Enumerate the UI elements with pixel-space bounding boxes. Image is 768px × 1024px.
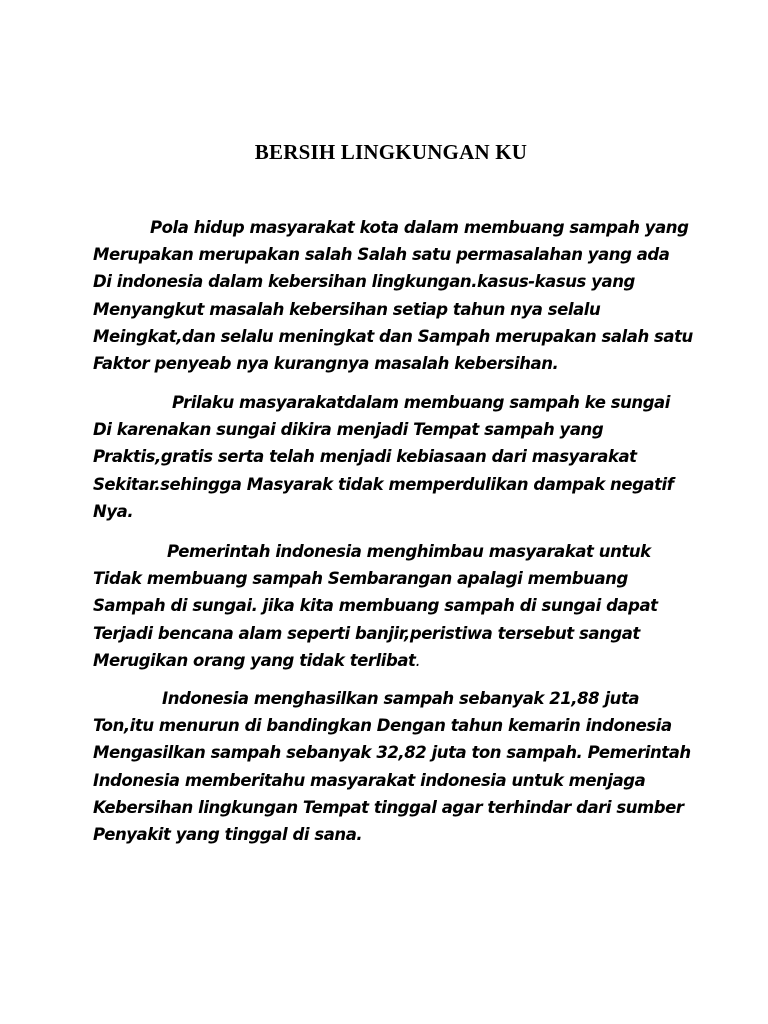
text-line: Praktis,gratis serta telah menjadi kebiasaan dari masyarakat — [93, 447, 637, 467]
text-line: Di karenakan sungai dikira menjadi Tempat sampah yang — [93, 420, 604, 440]
text-line-content: Merugikan orang yang tidak terlibat — [93, 650, 416, 670]
text-line: Indonesia menghasilkan sampah sebanyak 21,88 juta — [162, 689, 640, 708]
text-line: Sampah di sungai. jika kita membuang sampah di sungai dapat — [93, 596, 658, 616]
document-title: BERSIH LINGKUNGAN KU — [254, 140, 528, 164]
trailing-period: . — [415, 650, 421, 670]
text-line: Faktor penyeab nya kurangnya masalah kebersihan. — [93, 354, 559, 374]
text-line: Sekitar.sehingga Masyarak tidak memperdulikan dampak negatif — [93, 474, 674, 494]
paragraph-text — [93, 538, 713, 674]
paragraph-2 — [93, 389, 713, 525]
text-line: Kebersihan lingkungan Tempat tinggal agar terhindar dari sumber — [93, 797, 684, 817]
text-line: Pemerintah indonesia menghimbau masyarakat untuk — [167, 542, 651, 561]
text-line: Terjadi bencana alam seperti banjir,peristiwa tersebut sangat — [93, 623, 640, 643]
paragraph-1 — [93, 214, 713, 377]
paragraph-text — [93, 389, 713, 525]
text-line: Meingkat,dan selalu meningkat dan Sampah merupakan salah satu — [93, 326, 693, 346]
text-line: Prilaku masyarakatdalam membuang sampah ke sungai — [172, 393, 670, 412]
text-line: Pola hidup masyarakat kota dalam membuang sampah yang — [150, 218, 689, 237]
text-line: Nya. — [93, 501, 134, 521]
text-line: Ton,itu menurun di bandingkan Dengan tahun kemarin indonesia — [93, 716, 672, 736]
text-line-last — [93, 647, 713, 674]
paragraph-3 — [93, 538, 713, 674]
text-line: Indonesia memberitahu masyarakat indonesia untuk menjaga — [93, 770, 646, 790]
text-line: Menyangkut masalah kebersihan setiap tahun nya selalu — [93, 299, 601, 319]
text-line: Mengasilkan sampah sebanyak 32,82 juta ton sampah. Pemerintah — [93, 743, 691, 763]
paragraph-text — [93, 685, 713, 848]
text-line: Penyakit yang tinggal di sana. — [93, 825, 363, 845]
paragraph-text — [93, 214, 713, 377]
text-line: Merupakan merupakan salah Salah satu permasalahan yang ada — [93, 245, 670, 265]
text-line: Tidak membuang sampah Sembarangan apalagi membuang — [93, 569, 628, 589]
text-line: Di indonesia dalam kebersihan lingkungan.kasus-kasus yang — [93, 272, 635, 292]
paragraph-4 — [93, 685, 713, 848]
